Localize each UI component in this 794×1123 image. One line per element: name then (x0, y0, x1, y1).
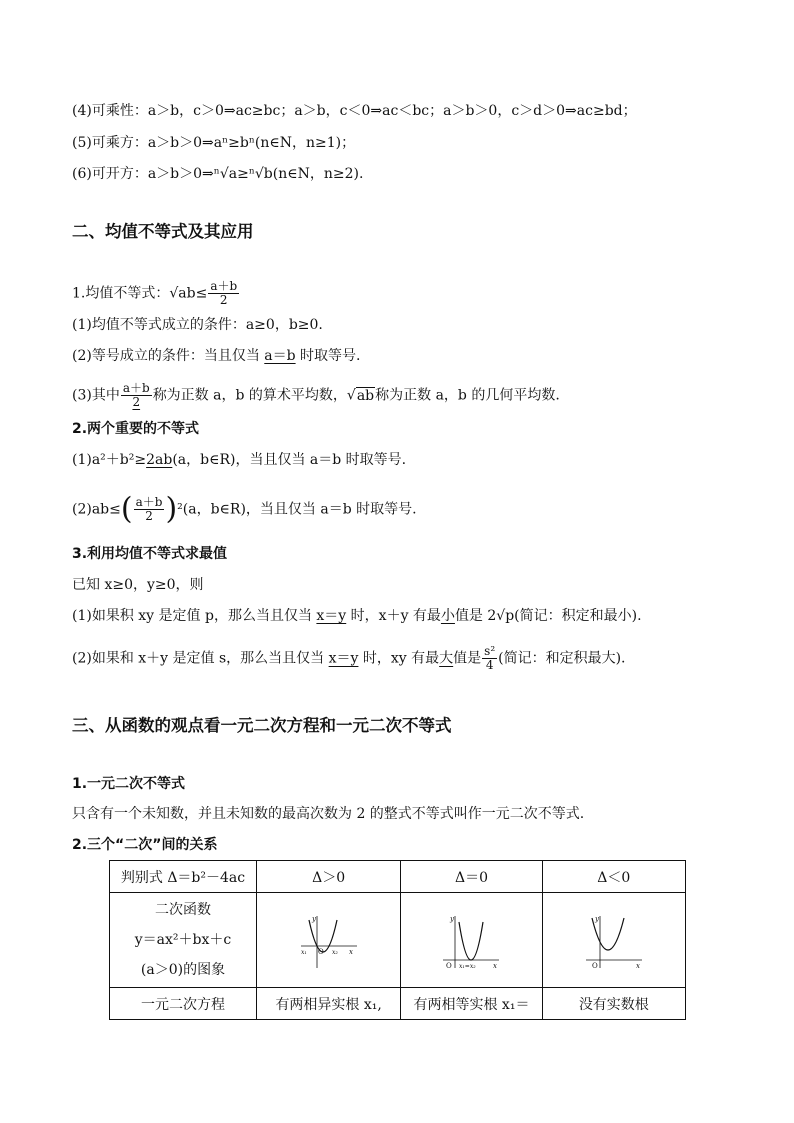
ext1-pre: (1)如果积 xy 是定值 p，那么当且仅当 (72, 608, 317, 624)
table-graph-row (110, 893, 686, 988)
mean-fraction-den: 2 (219, 293, 228, 307)
row-label-function (110, 893, 257, 988)
axis-x-label: x (348, 948, 353, 956)
mean-inequality-left: √ab≤ (169, 285, 208, 302)
relation-title: 2.三个“二次”间的关系 (72, 837, 218, 853)
parabola-two-roots-icon (299, 910, 359, 970)
cell-no-roots: 没有实数根 (542, 988, 685, 1020)
paren-right: ) (165, 491, 178, 527)
ext2-mid: 时，xy 有最 (358, 650, 440, 667)
ext2-val: 值是 (453, 650, 482, 667)
ext2-post: (简记：和定积最大). (498, 650, 626, 667)
inequality-1 (72, 451, 406, 469)
cond3-mid: 称为正数 a，b 的算术平均数， (152, 387, 347, 404)
fn-label-2: y＝ax²＋bx＋c (134, 932, 232, 948)
extremum-title: 3.利用均值不等式求最值 (72, 546, 228, 562)
cond3-pre: (3)其中 (72, 387, 120, 404)
ineq2-pre: (2)ab≤ (72, 501, 121, 518)
ineq1-pre: (1)a²＋b²≥ (72, 452, 147, 468)
ext2-num: s² (484, 644, 496, 658)
mean-fraction-num: a＋b (210, 279, 238, 293)
cond3-sqrt: ab (356, 387, 375, 404)
mean-inequality-label: 1.均值不等式： (72, 285, 170, 302)
paren-left: ( (120, 491, 133, 527)
property-6: (6)可开方：a＞b＞0⇒ⁿ√a≥ⁿ√b(n∈N，n≥2). (72, 166, 364, 182)
axis-y-label: y (594, 915, 599, 923)
table-header-row (110, 861, 686, 893)
axis-y-label: y (450, 915, 455, 923)
root-x1-label: x₁ (300, 949, 307, 956)
ineq2-den: 2 (145, 509, 153, 523)
extremum-item-2 (72, 645, 626, 672)
table-equation-row (110, 988, 686, 1020)
parabola-no-roots-icon (584, 910, 644, 970)
mean-condition-3: (3)其中 $\frac{a+b}{2}$ 称为正数 a，b 的算术平均数，√ab称为正数 a，b 的几何平均数. (72, 381, 560, 409)
quadratic-ineq-title: 1.一元二次不等式 (72, 776, 186, 792)
ineq2-post: ²(a，b∈R)，当且仅当 a＝b 时取等号. (177, 501, 417, 518)
ineq1-answer: 2ab (146, 452, 173, 468)
ext1-post: 值是 2√p(简记：积定和最小). (454, 608, 642, 624)
cond3-post: 称为正数 a，b 的几何平均数. (375, 387, 560, 404)
graph-one-root (401, 893, 542, 988)
mean-inequality (72, 280, 240, 307)
ext1-answer1: x＝y (316, 608, 347, 624)
ext2-answer1: x＝y (328, 650, 359, 667)
cond2-answer: a＝b (264, 348, 296, 364)
row-label-equation: 一元二次方程 (110, 988, 257, 1020)
ext2-fraction (482, 645, 497, 672)
inequality-2 (72, 491, 417, 527)
header-zero: Δ＝0 (401, 861, 542, 893)
fn-label-3: (a＞0)的图象 (140, 962, 226, 978)
header-discriminant: 判别式 Δ＝b²－4ac (110, 861, 257, 893)
cond2-pre: (2)等号成立的条件：当且仅当 (72, 348, 265, 364)
quadratic-ineq-def: 只含有一个未知数，并且未知数的最高次数为 2 的整式不等式叫作一元二次不等式. (72, 806, 585, 822)
fn-label-1: 二次函数 (155, 902, 211, 918)
ineq2-num: a＋b (135, 495, 163, 509)
extremum-item-1 (72, 607, 642, 625)
ext2-pre: (2)如果和 x＋y 是定值 s，那么当且仅当 (72, 650, 329, 667)
ext2-answer2: 大 (439, 650, 454, 667)
axis-y-label: y (311, 915, 316, 923)
two-inequalities-title: 2.两个重要的不等式 (72, 421, 200, 437)
cond3-den: 2 (132, 395, 141, 409)
header-positive: Δ＞0 (257, 861, 401, 893)
cell-equal-roots: 有两相等实根 x₁＝ (401, 988, 542, 1020)
axis-x-label: x (493, 962, 498, 970)
cond2-post: 时取等号. (295, 348, 361, 364)
root-x2-label: x₂ (331, 949, 338, 956)
header-negative: Δ＜0 (542, 861, 685, 893)
mean-condition-1: (1)均值不等式成立的条件：a≥0，b≥0. (72, 317, 323, 333)
graph-no-roots (542, 893, 685, 988)
ineq1-post: (a，b∈R)，当且仅当 a＝b 时取等号. (172, 452, 407, 468)
ext1-mid: 时，x＋y 有最 (346, 608, 441, 624)
origin-label: O (591, 962, 598, 970)
property-5: (5)可乘方：a＞b＞0⇒aⁿ≥bⁿ(n∈N，n≥1)； (72, 135, 356, 151)
extremum-given: 已知 x≥0，y≥0，则 (72, 577, 204, 593)
axis-x-label: x (635, 962, 640, 970)
section2-title: 二、均值不等式及其应用 (72, 222, 254, 241)
section3-title: 三、从函数的观点看一元二次方程和一元二次不等式 (72, 716, 452, 735)
origin-label: O (446, 962, 453, 970)
mean-condition-2 (72, 347, 361, 365)
parabola-one-root-icon (441, 910, 501, 970)
mean-fraction (208, 280, 239, 307)
double-root-label: x₁=x₂ (459, 963, 477, 970)
cond3-num: a＋b (122, 381, 150, 395)
property-4: (4)可乘性：a＞b，c＞0⇒ac≥bc；a＞b，c＜0⇒ac＜bc；a＞b＞0，c＞d＞0⇒ac≥bd； (72, 103, 637, 119)
cell-two-roots: 有两相异实根 x₁, (257, 988, 401, 1020)
cond3-fraction (121, 382, 152, 409)
ext2-den: 4 (485, 658, 494, 672)
origin-label: O (317, 948, 324, 956)
graph-two-roots (257, 893, 401, 988)
ineq2-fraction (134, 496, 165, 523)
relation-table (109, 860, 686, 1020)
ext1-answer2: 小 (440, 608, 455, 624)
